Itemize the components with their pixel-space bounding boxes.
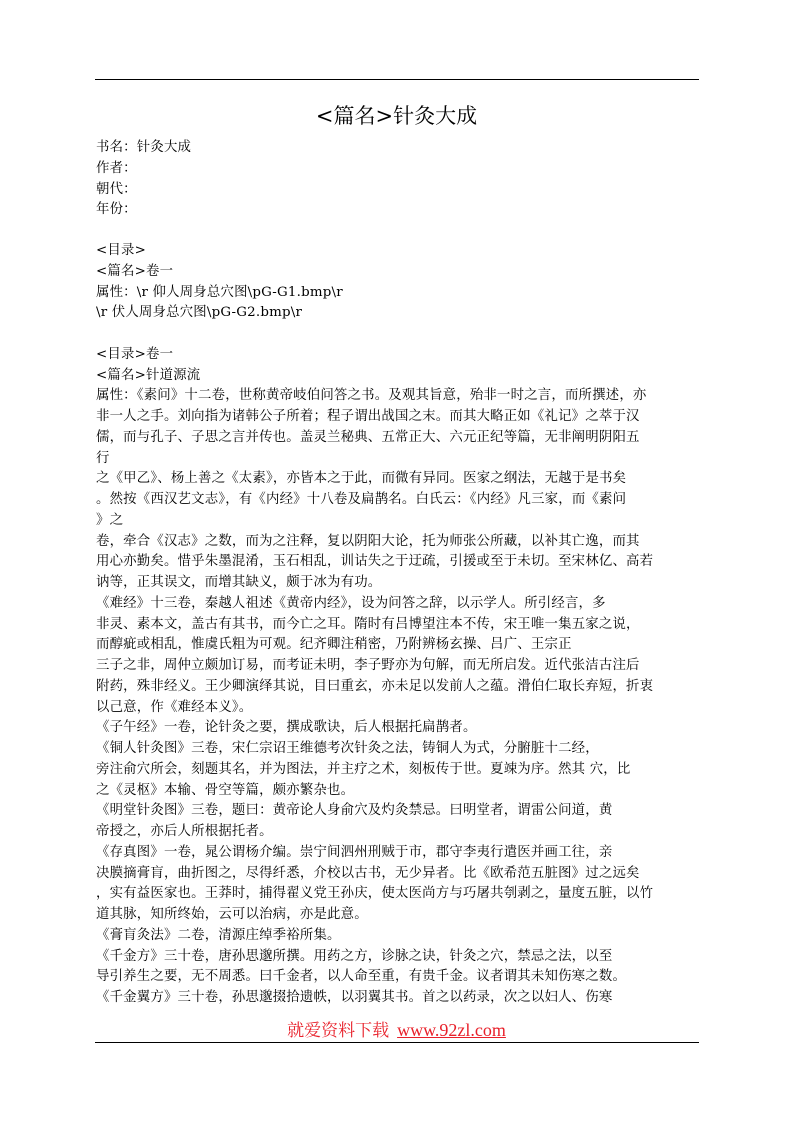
text-line: 旁注俞穴所会，刻题其名，并为图法，并主疗之术，刻板传于世。夏竦为序。然其 穴，比 bbox=[96, 761, 631, 777]
text-line: 用心亦勤矣。惜乎朱墨混淆，玉石相乱，训诂失之于迂疏，引援或至于未切。至宋林亿、高若 bbox=[96, 554, 654, 570]
text-line: <篇名>针道源流 bbox=[96, 367, 201, 383]
text-line: 。然按《西汉艺文志》，有《内经》十八卷及扁鹊名。白氏云：《内经》凡三家，而《素问 bbox=[96, 492, 627, 507]
document-body bbox=[96, 241, 653, 1009]
text-line: <目录> bbox=[96, 243, 147, 258]
page-title: <篇名>针灸大成 bbox=[315, 104, 478, 128]
text-line: 《千金翼方》三十卷，孙思邈掇拾遗帙，以羽翼其书。首之以药录，次之以妇人、伤寒 bbox=[96, 990, 613, 1005]
text-line: 以己意，作《难经本义》。 bbox=[96, 699, 253, 715]
text-line: 而醇疵或相乱，惟虞氏粗为可观。纪齐卿注稍密，乃附辨杨玄操、吕广、王宗正 bbox=[96, 637, 572, 653]
header-rule bbox=[95, 79, 699, 80]
text-line: <篇名>卷一 bbox=[96, 263, 174, 279]
text-line: 行 bbox=[96, 450, 110, 466]
text-line: 《铜人针灸图》三卷，宋仁宗诏王维德考次针灸之法，铸铜人为式，分腑脏十二经， bbox=[96, 741, 599, 756]
text-line: 道其脉，知所终始，云可以治病，亦是此意。 bbox=[96, 907, 368, 922]
text-line bbox=[96, 324, 653, 345]
text-line: 》之 bbox=[96, 512, 124, 528]
text-line: 卷，牵合《汉志》之数，而为之注释，复以阴阳大论，托为师张公所藏，以补其亡逸，而其 bbox=[96, 533, 640, 549]
text-line: 儒，而与孔子、子思之言并传也。盖灵兰秘典、五常正大、六元正纪等篇，无非阐明阴阳五 bbox=[96, 429, 640, 445]
meta-author: 作者： bbox=[96, 160, 137, 176]
text-line: 附药，殊非经义。王少卿演绎其说，目曰重玄，亦未足以发前人之蕴。滑伯仁取长弃短，折衷 bbox=[96, 678, 654, 694]
text-line: 之《甲乙》、杨上善之《太素》，亦皆本之于此，而微有异同。医家之纲法，无越于是书矣 bbox=[96, 471, 627, 487]
text-line: ，实有益医家也。王莽时，捕得翟义党王孙庆，使太医尚方与巧屠共刳剥之，量度五脏，以竹 bbox=[96, 886, 654, 902]
text-line: 非一人之手。刘向指为诸韩公子所着；程子谓出战国之末。而其大略正如《礼记》之萃于汉 bbox=[96, 409, 640, 424]
footer-label: 就爱资料下载 bbox=[287, 1021, 390, 1041]
text-line: 属性：《素问》十二卷，世称黄帝岐伯问答之书。及观其旨意，殆非一时之言，而所撰述，亦 bbox=[96, 388, 647, 404]
footer-link[interactable]: www.92zl.com bbox=[397, 1020, 506, 1040]
meta-book-name: 书名：针灸大成 bbox=[96, 140, 192, 155]
text-line: <目录>卷一 bbox=[96, 346, 174, 362]
text-line: 《子午经》一卷，论针灸之要，撰成歌诀，后人根据托扁鹊者。 bbox=[96, 720, 477, 736]
text-line: 属性：\r 仰人周身总穴图\pG-G1.bmp\r bbox=[96, 284, 343, 300]
text-line: \r 伏人周身总穴图\pG-G2.bmp\r bbox=[96, 305, 303, 321]
text-line: 《千金方》三十卷，唐孙思邈所撰。用药之方，诊脉之诀，针灸之穴，禁忌之法，以至 bbox=[96, 948, 613, 964]
text-line: 《难经》十三卷，秦越人祖述《黄帝内经》，设为问答之辞，以示学人。所引经言，多 bbox=[96, 595, 606, 611]
text-line: 导引养生之要，无不周悉。曰千金者，以人命至重，有贵千金。议者谓其未知伤寒之数。 bbox=[96, 969, 627, 985]
text-line: 帝授之，亦后人所根据托者。 bbox=[96, 824, 273, 839]
text-line: 三子之非，周仲立颇加订易，而考证未明，李子野亦为句解，而无所启发。近代张洁古注后 bbox=[96, 658, 640, 673]
meta-dynasty: 朝代： bbox=[96, 181, 137, 197]
text-line: 《明堂针灸图》三卷，题曰：黄帝论人身俞穴及灼灸禁忌。曰明堂者，谓雷公问道，黄 bbox=[96, 803, 613, 819]
book-metadata bbox=[96, 138, 191, 221]
text-line: 《膏肓灸法》二卷，清源庄绰季裕所集。 bbox=[96, 927, 341, 943]
text-line: 决膜摘膏肓，曲折图之，尽得纤悉，介校以古书，无少异者。比《欧希范五脏图》过之远矣 bbox=[96, 865, 640, 881]
text-line: 非灵、素本文，盖古有其书，而今亡之耳。隋时有吕博望注本不传，宋王唯一集五家之说， bbox=[96, 616, 640, 632]
footer-watermark bbox=[0, 1016, 793, 1041]
text-line: 之《灵枢》本输、骨空等篇，颇亦繁杂也。 bbox=[96, 782, 355, 798]
text-line: 讷等，正其误文，而增其缺义，颇于冰为有功。 bbox=[96, 575, 382, 590]
meta-year: 年份： bbox=[96, 202, 137, 218]
footer-rule bbox=[95, 1042, 699, 1043]
text-line: 《存真图》一卷，晁公谓杨介编。崇宁间泗州刑贼于市，郡守李夷行遣医并画工往，亲 bbox=[96, 844, 613, 860]
